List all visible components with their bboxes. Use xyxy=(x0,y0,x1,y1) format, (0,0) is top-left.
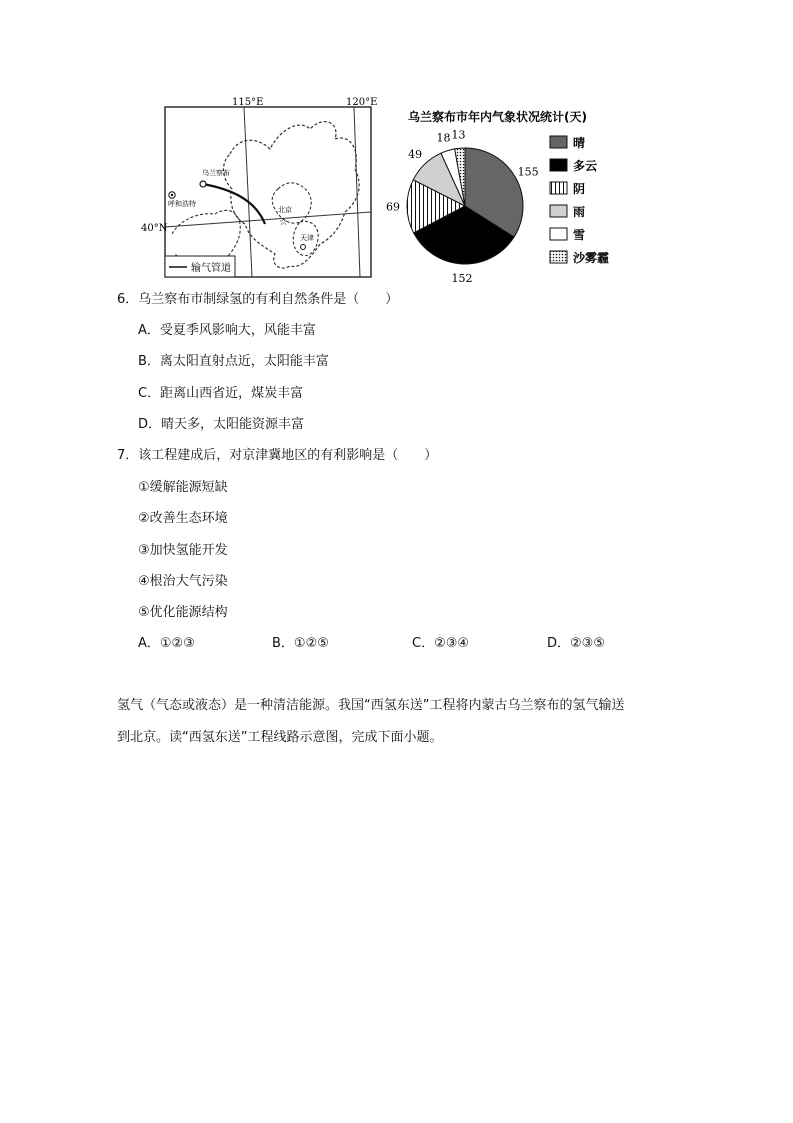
weather-pie-chart xyxy=(378,100,628,285)
legend-label-sunny: 晴 xyxy=(573,136,586,150)
pie-value-cloudy: 152 xyxy=(451,271,473,285)
question-7-option-a[interactable]: A．①②③ xyxy=(138,636,195,651)
question-6-option-b[interactable]: B．离太阳直射点近，太阳能丰富 xyxy=(138,354,329,369)
pie-value-dust-fog-haze: 13 xyxy=(451,128,466,142)
question-7-item-5: ⑤优化能源结构 xyxy=(138,605,228,620)
hohhot-label: 呼和浩特 xyxy=(168,200,196,208)
lon-label-115: 115°E xyxy=(232,97,264,108)
legend-label-rain: 雨 xyxy=(573,205,586,219)
hohhot-marker-inner xyxy=(171,194,173,196)
ulanqab-marker xyxy=(200,181,206,187)
legend-label-snow: 雪 xyxy=(573,228,586,242)
question-7-stem: 7．该工程建成后，对京津冀地区的有利影响是（ ） xyxy=(117,448,438,463)
legend-label-overcast: 阴 xyxy=(573,182,586,196)
legend-swatch-dust-fog-haze xyxy=(550,251,567,263)
question-7-option-c[interactable]: C．②③④ xyxy=(412,636,470,651)
ulanqab-label: 乌兰察布 xyxy=(202,169,230,177)
question-7-item-1: ①缓解能源短缺 xyxy=(138,480,228,495)
question-6-option-c[interactable]: C．距离山西省近，煤炭丰富 xyxy=(138,386,304,401)
pie-value-rain: 49 xyxy=(408,148,423,162)
question-6-option-a[interactable]: A．受夏季风影响大，风能丰富 xyxy=(138,323,316,338)
passage-line-1: 氢气（气态或液态）是一种清洁能源。我国“西氢东送”工程将内蒙古乌兰察布的氢气输送 xyxy=(117,698,625,713)
question-7-item-4: ④根治大气污染 xyxy=(138,574,228,589)
legend-swatch-snow xyxy=(550,228,567,240)
tianjin-label: 天津 xyxy=(300,234,314,242)
legend-swatch-sunny xyxy=(550,136,567,148)
pie-value-overcast: 69 xyxy=(386,200,401,214)
beijing-label: 北京 xyxy=(278,206,292,214)
pipeline-route-map xyxy=(141,94,378,280)
question-6-option-d[interactable]: D．晴天多，太阳能资源丰富 xyxy=(138,417,305,432)
question-7-item-2: ②改善生态环境 xyxy=(138,511,228,526)
lon-label-120: 120°E xyxy=(346,97,378,108)
chart-title: 乌兰察布市年内气象状况统计(天) xyxy=(408,110,587,124)
pie-value-sunny: 155 xyxy=(517,165,539,179)
pie-value-snow: 18 xyxy=(436,131,451,145)
legend-swatch-cloudy xyxy=(550,159,567,171)
question-7-option-d[interactable]: D．②③⑤ xyxy=(547,636,605,651)
passage-line-2: 到北京。读“西氢东送”工程线路示意图，完成下面小题。 xyxy=(117,730,443,745)
legend-swatch-rain xyxy=(550,205,567,217)
tianjin-marker xyxy=(301,245,306,250)
question-7-item-3: ③加快氢能开发 xyxy=(138,543,228,558)
legend-label-cloudy: 多云 xyxy=(573,159,598,173)
beijing-star-icon: ☆ xyxy=(279,217,288,228)
legend-label-dust-fog-haze: 沙雾霾 xyxy=(573,251,610,265)
map-frame xyxy=(165,107,371,277)
lat-label-40n: 40°N xyxy=(141,223,168,234)
legend-swatch-overcast xyxy=(550,182,567,194)
question-6-stem: 6．乌兰察布市制绿氢的有利自然条件是（ ） xyxy=(117,292,399,307)
question-7-option-b[interactable]: B．①②⑤ xyxy=(272,636,329,651)
legend-label: 输气管道 xyxy=(191,263,231,274)
